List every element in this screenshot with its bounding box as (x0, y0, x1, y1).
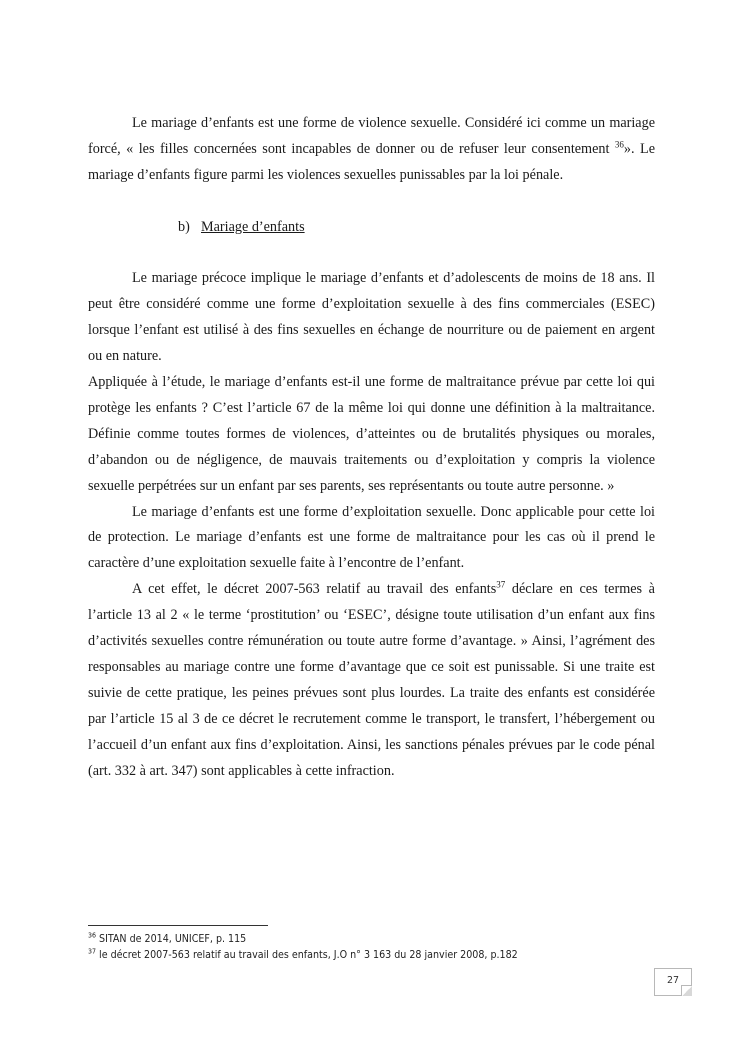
footnote-ref-37[interactable]: 37 (496, 579, 506, 590)
footnote-37-text: le décret 2007-563 relatif au travail des enfants, J.O n° 3 163 du 28 janvier 2008, p.182 (96, 949, 518, 961)
footnote-37-number: 37 (88, 947, 97, 956)
paragraph-1-text-a: Le mariage d’enfants est une forme de violence sexuelle. Considéré ici comme un mariage forcé, « les filles concernées sont incapables de donner ou de refuser leur consentement (88, 115, 655, 157)
footnote-36 (88, 931, 688, 947)
page-curl-icon (681, 985, 692, 996)
footnote-36-number: 36 (88, 931, 97, 940)
paragraph-5-text-a: A cet effet, le décret 2007-563 relatif au travail des enfants (132, 581, 497, 598)
body-text (88, 111, 655, 785)
paragraph-4: Le mariage d’enfants est une forme d’exploitation sexuelle. Donc applicable pour cette loi de protection. Le mariage d’enfants est une forme de maltraitance pour les cas où il prend le caractère d’une exploitation sexuelle faite à l’encontre de l’enfant. (88, 503, 655, 572)
section-heading-label: b) (178, 218, 190, 235)
footnote-36-text: SITAN de 2014, UNICEF, p. 115 (96, 933, 247, 945)
paragraph-5-text-b: déclare en ces termes à l’article 13 al 2 « le terme ‘prostitution’ ou ‘ESEC’, désigne toute utilisation d’un enfant aux fins d’activités sexuelles contre rémunération ou toute autre forme d’avantage. » Ainsi, l’agrément des responsables au mariage contre une forme d’avantage que ce soit est punissable. Si une traite est suivie de cette pratique, les peines prévues sont plus lourdes. La traite des enfants est considérée par l’article 15 al 3 de ce décret le recrutement comme le transport, le transfert, l’hébergement ou l’accueil d’un enfant aux fins d’exploitation. Ainsi, les sanctions pénales prévues par le code pénal (art. 332 à art. 347) sont applicables à cette infraction. (88, 581, 655, 779)
footnote-separator (88, 925, 268, 926)
page-number-box (654, 968, 692, 996)
footnotes (88, 931, 688, 963)
paragraph-5 (88, 577, 655, 784)
footnote-37 (88, 947, 688, 963)
paragraph-2: Le mariage précoce implique le mariage d’enfants et d’adolescents de moins de 18 ans. Il peut être considéré comme une forme d’exploitation sexuelle à des fins commerciales (ESEC) lorsque l’enfant est utilisé à des fins sexuelles en échange de nourriture ou de paiement en argent ou en nature. (88, 270, 655, 365)
paragraph-3: Appliquée à l’étude, le mariage d’enfants est-il une forme de maltraitance prévue par cette loi qui protège les enfants ? C’est l’article 67 de la même loi qui donne une définition à la maltraitance. Définie comme toutes formes de violences, d’atteintes ou de brutalités physiques ou morales, d’abandon ou de négligence, de mauvais traitements ou d’exploitation y compris la violence sexuelle perpétrées sur un enfant par ses parents, ses représentants ou toute autre personne. » (88, 374, 655, 494)
section-heading-title: Mariage d’enfants (201, 218, 305, 235)
paragraph-1-text-b: ». Le mariage d’enfants figure parmi les violences sexuelles punissables par la loi pénale. (88, 140, 655, 183)
footnote-ref-36[interactable]: 36 (614, 139, 624, 150)
paragraph-1 (88, 111, 655, 189)
page-number: 27 (666, 975, 680, 986)
section-heading (88, 215, 655, 241)
